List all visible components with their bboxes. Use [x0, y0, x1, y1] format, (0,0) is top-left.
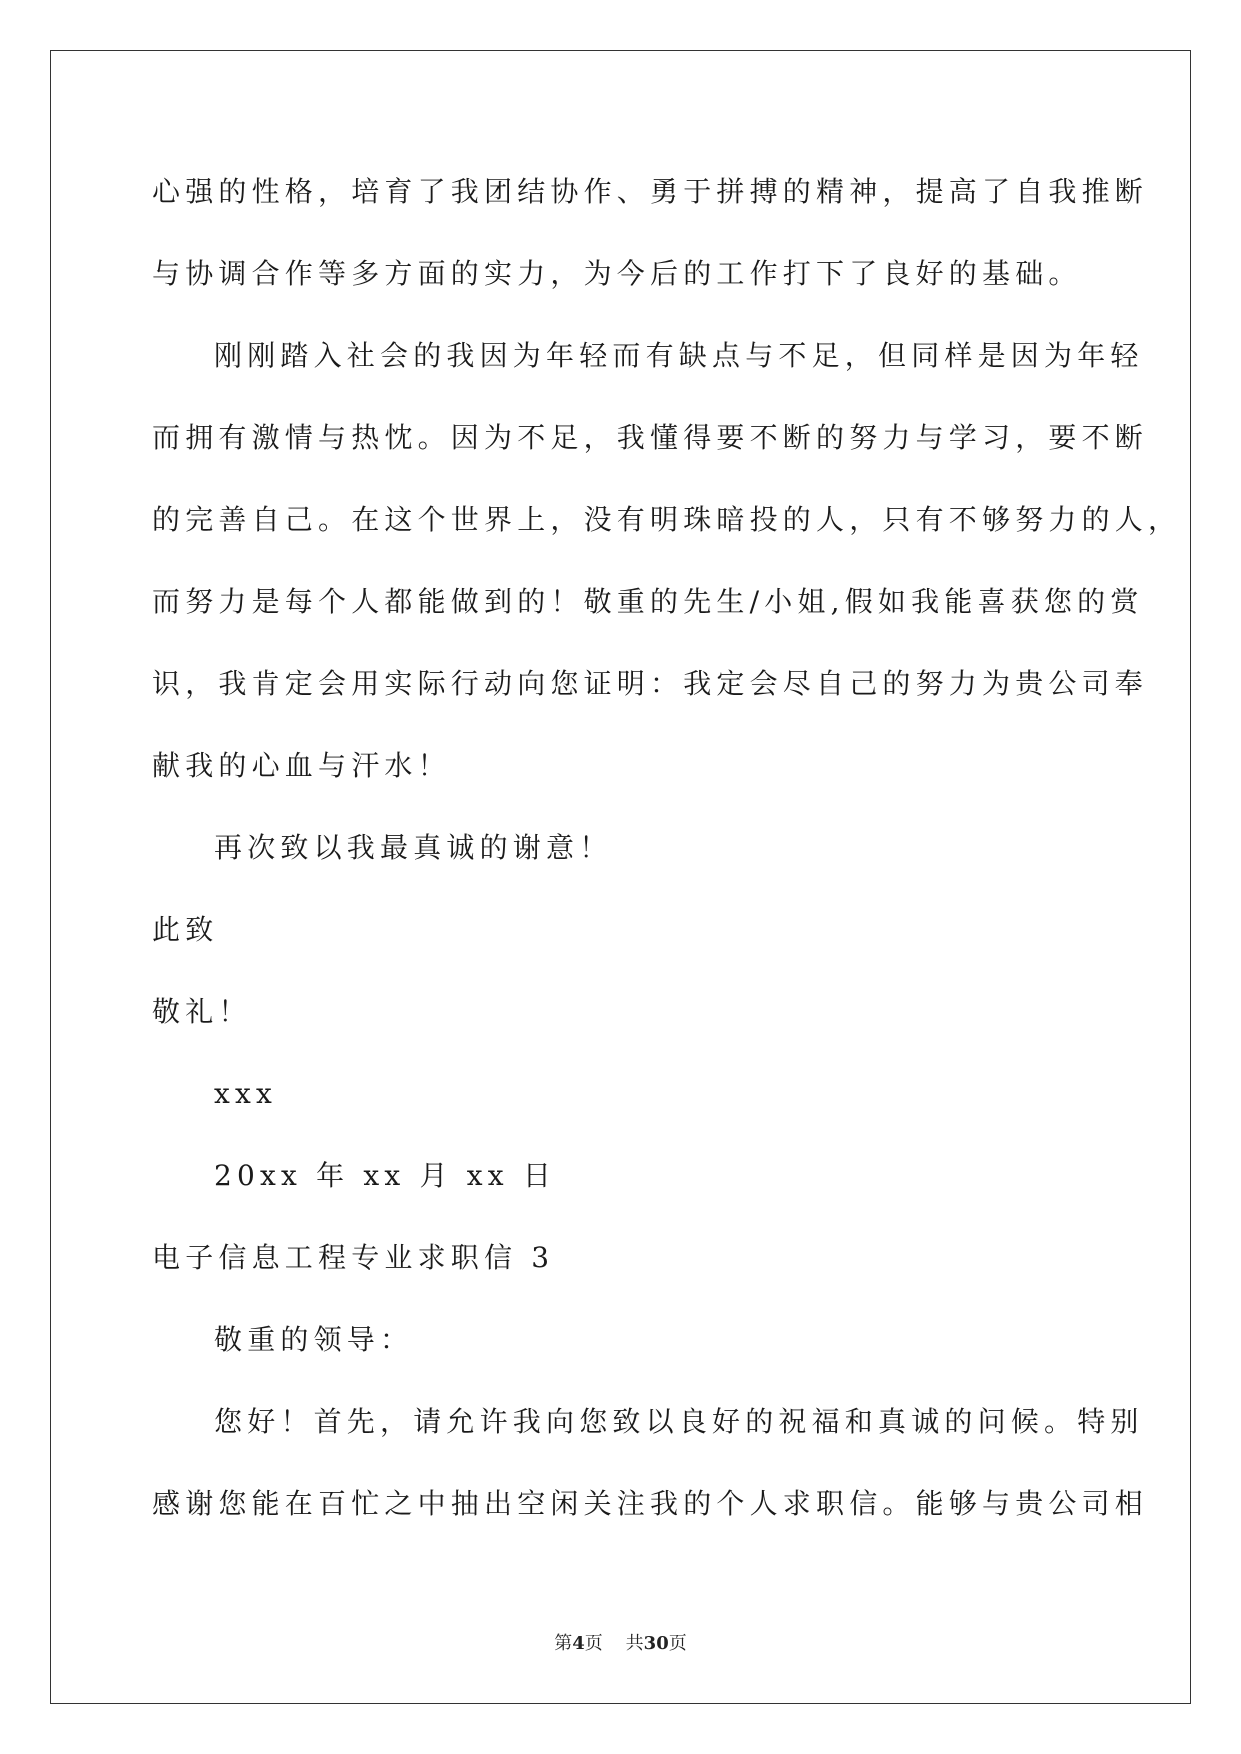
- text-line-16: 您好！首先，请允许我向您致以良好的祝福和真诚的问候。特别: [214, 1405, 1144, 1438]
- current-page-number: 4: [572, 1633, 585, 1654]
- signature-date: 20xx 年 xx 月 xx 日: [214, 1159, 557, 1192]
- text-line-1: 心强的性格，培育了我团结协作、勇于拼搏的精神，提高了自我推断: [152, 175, 1149, 208]
- footer-prefix: 第: [554, 1633, 573, 1654]
- text-line-5: 的完善自己。在这个世界上，没有明珠暗投的人，只有不够努力的人，: [152, 503, 1182, 536]
- salutation-jingli: 敬礼！: [152, 995, 252, 1028]
- page-footer: [0, 1629, 1241, 1655]
- salutation-cizhi: 此致: [152, 913, 219, 946]
- text-line-3: 刚刚踏入社会的我因为年轻而有缺点与不足，但同样是因为年轻: [214, 339, 1144, 372]
- text-line-2: 与协调合作等多方面的实力，为今后的工作打下了良好的基础。: [152, 257, 1082, 290]
- footer-page-suffix: 页: [584, 1633, 603, 1654]
- text-line-17: 感谢您能在百忙之中抽出空闲关注我的个人求职信。能够与贵公司相: [152, 1487, 1149, 1520]
- text-line-8: 献我的心血与汗水！: [152, 749, 451, 782]
- greeting: 敬重的领导：: [214, 1323, 414, 1356]
- document-body: [152, 164, 1182, 1558]
- text-line-4: 而拥有激情与热忱。因为不足，我懂得要不断的努力与学习，要不断: [152, 421, 1149, 454]
- footer-total-prefix: 共: [625, 1633, 644, 1654]
- total-page-number: 30: [643, 1633, 669, 1654]
- text-line-7: 识，我肯定会用实际行动向您证明：我定会尽自己的努力为贵公司奉: [152, 667, 1149, 700]
- closing-thanks: 再次致以我最真诚的谢意！: [214, 831, 613, 864]
- text-line-6: 而努力是每个人都能做到的！敬重的先生/小姐,假如我能喜获您的赏: [152, 585, 1144, 618]
- footer-total-suffix: 页: [668, 1633, 687, 1654]
- signature-name: xxx: [214, 1077, 277, 1110]
- section-heading: 电子信息工程专业求职信 3: [152, 1241, 555, 1274]
